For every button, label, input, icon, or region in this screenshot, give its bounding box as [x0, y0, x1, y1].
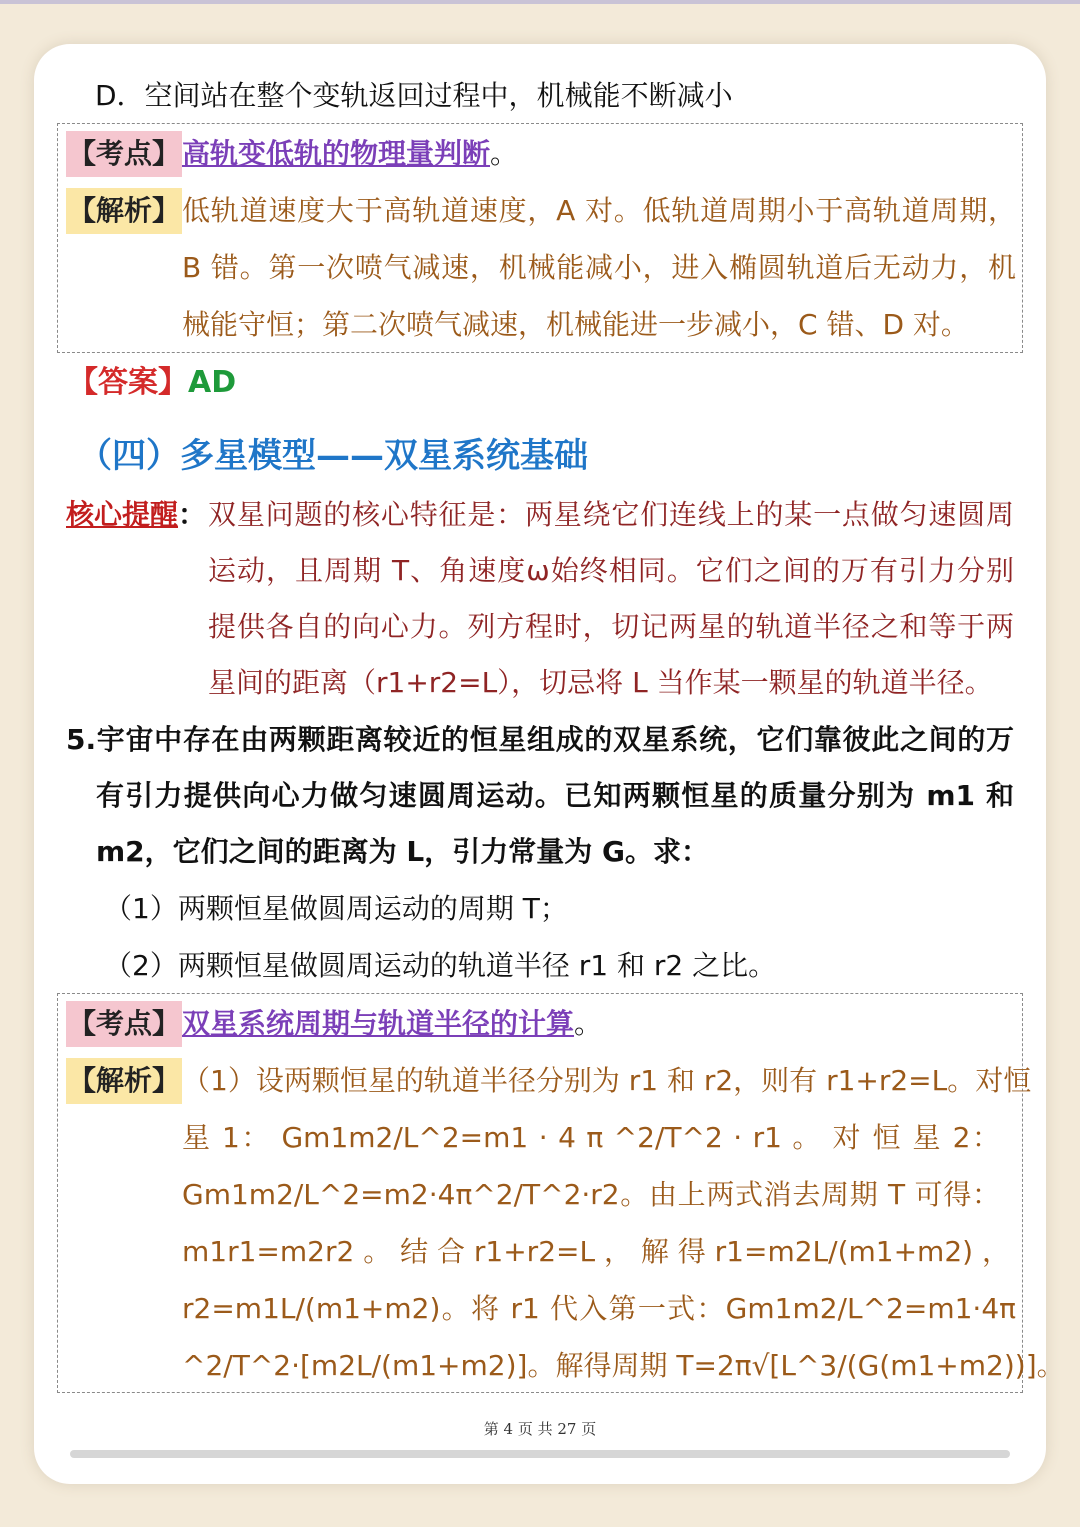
- kaodian-end: 。: [574, 1007, 603, 1040]
- kaodian-tag: 【考点】: [66, 1001, 182, 1047]
- kaodian-title-line: [182, 1004, 602, 1044]
- answer-label: 【答案】: [68, 365, 188, 400]
- kaodian-end: 。: [490, 137, 519, 170]
- question-line: 5.宇宙中存在由两颗距离较近的恒星组成的双星系统，它们靠彼此之间的万: [66, 723, 1014, 756]
- jiexi-line: 星 1： Gm1m2/L^2=m1 · 4 π ^2/T^2 · r1 。 对 恒 星 2：: [182, 1121, 1000, 1154]
- page-number: 第 4 页 共 27 页: [483, 1420, 597, 1438]
- core-label-line: [66, 495, 206, 535]
- sub-question-1: （1）两颗恒星做圆周运动的周期 T；: [104, 892, 568, 925]
- jiexi-line: m1r1=m2r2 。 结 合 r1+r2=L ， 解 得 r1=m2L/(m1+m2) ，: [182, 1235, 1010, 1268]
- section-title: （四）多星模型——双星系统基础: [78, 436, 588, 476]
- jiexi-line: （1）设两颗恒星的轨道半径分别为 r1 和 r2，则有 r1+r2=L。对恒: [182, 1064, 1032, 1097]
- jiexi-line: ^2/T^2·[m2L/(m1+m2)]。解得周期 T=2π√[L^3/(G(m1+m2))]。: [182, 1349, 1065, 1382]
- kaodian-title: 双星系统周期与轨道半径的计算: [182, 1007, 575, 1040]
- jiexi-line: 械能守恒；第二次喷气减速，机械能进一步减小，C 错、D 对。: [182, 308, 969, 341]
- kaodian-tag: 【考点】: [66, 131, 182, 177]
- jiexi-tag: 【解析】: [66, 188, 182, 234]
- jiexi-line: r2=m1L/(m1+m2)。将 r1 代入第一式：Gm1m2/L^2=m1·4π: [182, 1292, 1016, 1325]
- jiexi-tag: 【解析】: [66, 1058, 182, 1104]
- footer-bar: [70, 1450, 1010, 1458]
- core-colon: ：: [178, 498, 207, 531]
- question-line: 有引力提供向心力做匀速圆周运动。已知两颗恒星的质量分别为 m1 和: [96, 779, 1014, 812]
- core-line: 星间的距离（r1+r2=L），切忌将 L 当作某一颗星的轨道半径。: [208, 666, 993, 699]
- option-d: D．空间站在整个变轨返回过程中，机械能不断减小: [95, 79, 733, 112]
- sub-question-2: （2）两颗恒星做圆周运动的轨道半径 r1 和 r2 之比。: [104, 949, 777, 982]
- answer-value: AD: [188, 365, 237, 400]
- jiexi-line: 低轨道速度大于高轨道速度，A 对。低轨道周期小于高轨道周期，: [182, 194, 1016, 227]
- jiexi-line: Gm1m2/L^2=m2·4π^2/T^2·r2。由上两式消去周期 T 可得：: [182, 1178, 1000, 1211]
- core-label: 核心提醒: [66, 498, 179, 531]
- kaodian-title-line: [182, 134, 518, 174]
- core-line: 运动，且周期 T、角速度ω始终相同。它们之间的万有引力分别: [208, 554, 1014, 587]
- kaodian-title: 高轨变低轨的物理量判断: [182, 137, 491, 170]
- core-line: 双星问题的核心特征是：两星绕它们连线上的某一点做匀速圆周: [208, 498, 1014, 531]
- top-edge-line: [0, 0, 1080, 4]
- jiexi-line: B 错。第一次喷气减速，机械能减小，进入椭圆轨道后无动力，机: [182, 251, 1016, 284]
- answer: [68, 363, 236, 403]
- core-line: 提供各自的向心力。列方程时，切记两星的轨道半径之和等于两: [208, 610, 1014, 643]
- question-line: m2，它们之间的距离为 L，引力常量为 G。求：: [96, 835, 709, 868]
